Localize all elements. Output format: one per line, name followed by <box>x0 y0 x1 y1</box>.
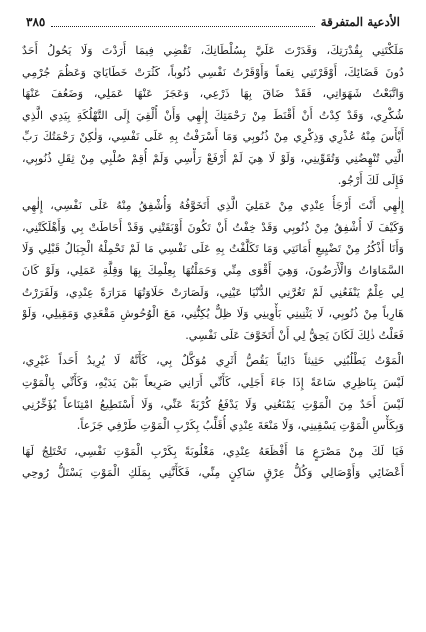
text-line: وَاتَّبَعْتُ شَهَوَاتِي، فَقَدْ ضَاقَ بِهَا ذَرْعِي، وَعَجَزَ عَنْهَا عَمَلِي، وَضَعُفَ عَنْهَا <box>22 87 404 101</box>
text-line: فَعَلْتُ ذٰلِكَ لَكَانَ يَحِقُّ لِي أَنْ أَتَخَوَّفَ عَلَى نَفْسِي. <box>185 328 404 342</box>
header-leader-dots <box>51 18 314 27</box>
page-number: ٣٨٥ <box>26 15 46 29</box>
text-line: وَبِكَأْسِ الْمَوْتِ يَسْقِينِي، وَلَا مَنْعَةَ عِنْدِي أُقَلِّبُ بِكَرْبِ الْمَوْتِ طَرْفِي جَزَعاً. <box>76 419 404 433</box>
text-line: الَّتِي تُنْهِضُنِي وَتُقَوِّينِي، وَلَوْ لَا هِيَ لَمْ أَرْفَعْ رَأْسِي وَلَمْ أُقِمْ صُلْبِي مِنْ ثِقَلِ ذُنُوبِي، <box>22 151 404 165</box>
text-line: لَيْسَ أَحَدٌ مِنَ الْمَوْتِ يَمْنَعُنِي وَلَا يَدْفَعُ كُرْبَةً عَنِّي، وَلَا أَسْتَطِيعُ امْتِنَاعاً يُؤَخِّرُنِي <box>22 397 404 411</box>
text-line: فَإِلَى لَكَ أَرْجُو. <box>337 173 404 187</box>
text-line: إِلٰهِي أَنْتَ أَرْجَأُ عِنْدِي مِنْ عَمَلِيَ الَّذِي أَتَخَوَّفُهُ وَأُشْفِقُ مِنْهُ عَلَى نَفْسِي، إِلٰهِي <box>22 199 404 213</box>
text-line: وَأَنَا أَذْكُرُ مِنْ تَضْيِيعِ أَمَانَتِي وَمَا تَكَلَّفْتُ بِهِ عَلَى نَفْسِي مَا لَمْ تَحْمِلْهُ الْجِبَالُ قَبْلِي وَلَا <box>22 242 404 256</box>
text-line: أَيْأَسَ مِنْهُ عُذْرِي وَذِكْرِي مِنْ ذُنُوبِي وَمَا أَسْرَفْتُ بِهِ عَلَى نَفْسِي، وَلٰكِنْ رَحْمَتُكَ رَبِّ <box>22 130 404 144</box>
paragraph <box>22 441 404 484</box>
text-line: أَعْضَائِي وَأَوْصَالِي وَكُلُّ عِرْقٍ سَاكِنٍ مِنِّي، فَكَأَنَّنِي بِمَلَكِ الْمَوْتِ يَسْتَلُّ رُوحِي <box>22 466 404 480</box>
text-line: هَارِباً مِنْ ذُنُوبِي، لَا يَثْنِينِي بَأْوِينِي وَلَا ظِلٌّ يُكِنُّنِي، مَعَ الْوُحُوشِ مَقْعَدِي وَمَقِيلِي، وَلَوْ <box>22 307 404 321</box>
text-line: الْمَوْتُ يَطْلُبُنِي حَثِيثاً دَائِباً يَقُصُّ أَثَرِي مُوَكَّلٌ بِي، كَأَنَّهُ لَا يُرِيدُ أَحَداً غَيْرِي، <box>22 354 404 368</box>
paragraph <box>22 350 404 436</box>
text-line: شُكْرِي، وَقَدْ كِدْتُ أَنْ أَقْنَطَ مِنْ رَحْمَتِكَ إِلٰهِي وَأَنْ أُلْقِيَ إِلَى التَّهْلُكَةِ بِيَدِي الَّذِي <box>22 108 404 122</box>
text-line: لَيْسَ بِنَاظِرِي سَاعَةً إِذَا جَاءَ أَجَلِي، كَأَنِّي أَرَانِي صَرِيعاً بَيْنَ يَدَيْهِ، وَكَأَنِّي بِالْمَوْتِ <box>22 375 404 389</box>
paragraph <box>22 40 404 191</box>
text-line: لِي عِلْمٌ يَنْفَعُنِي لَمْ تَغُرَّنِي الدُّنْيَا عَيْنِي، وَلَصَارَتْ حَلَاوَتُهَا مَرَارَةً عِنْدِي، وَلَفَرَرْتُ <box>22 285 404 299</box>
running-head-title: الأدعية المتفرقة <box>320 15 400 29</box>
body-text <box>22 40 404 488</box>
text-line: دُونَ قَضَائِكَ، أَوْقَرْتَنِي نِعَماً وَأَوْقَرْتُ نَفْسِي ذُنُوباً، كَثُرَتْ خَطَايَايَ وَعَظُمَ جُرْمِي <box>22 65 404 79</box>
text-line: وَكَيْفَ لَا أُشْفِقُ مِنْ ذُنُوبِي وَقَدْ خِفْتُ أَنْ تَكُونَ أَوْبَقَتْنِي وَقَدْ أَحَاطَتْ بِي وَأَهْلَكَتْنِي، <box>22 220 404 234</box>
text-line: مَلَكْتَنِي بِقُدْرَتِكَ، وَقَدَرْتَ عَلَيَّ بِسُلْطَانِكَ، تَقْضِي فِيمَا أَرَدْتَ وَلَا يَحُولُ أَحَدٌ <box>22 44 404 57</box>
text-line: فَيَا لَكَ مِنْ مَصْرَعٍ مَا أَفْظَعَهُ عِنْدِي، مَغْلُوبَةً بِكَرْبِ الْمَوْتِ نَفْسِي، تَخْتَلِجُ لَهَا <box>22 444 404 458</box>
paragraph <box>22 195 404 346</box>
page-header <box>26 12 400 32</box>
text-line: السَّمَاوَاتُ وَالْأَرَضُونَ، وَهِيَ أَقْوَى مِنِّي وَحَمَلْتُهَا بِعِلْمِكَ بِهَا وَقِلَّةِ عَمَلِي، وَلَوْ كَانَ <box>22 263 404 277</box>
